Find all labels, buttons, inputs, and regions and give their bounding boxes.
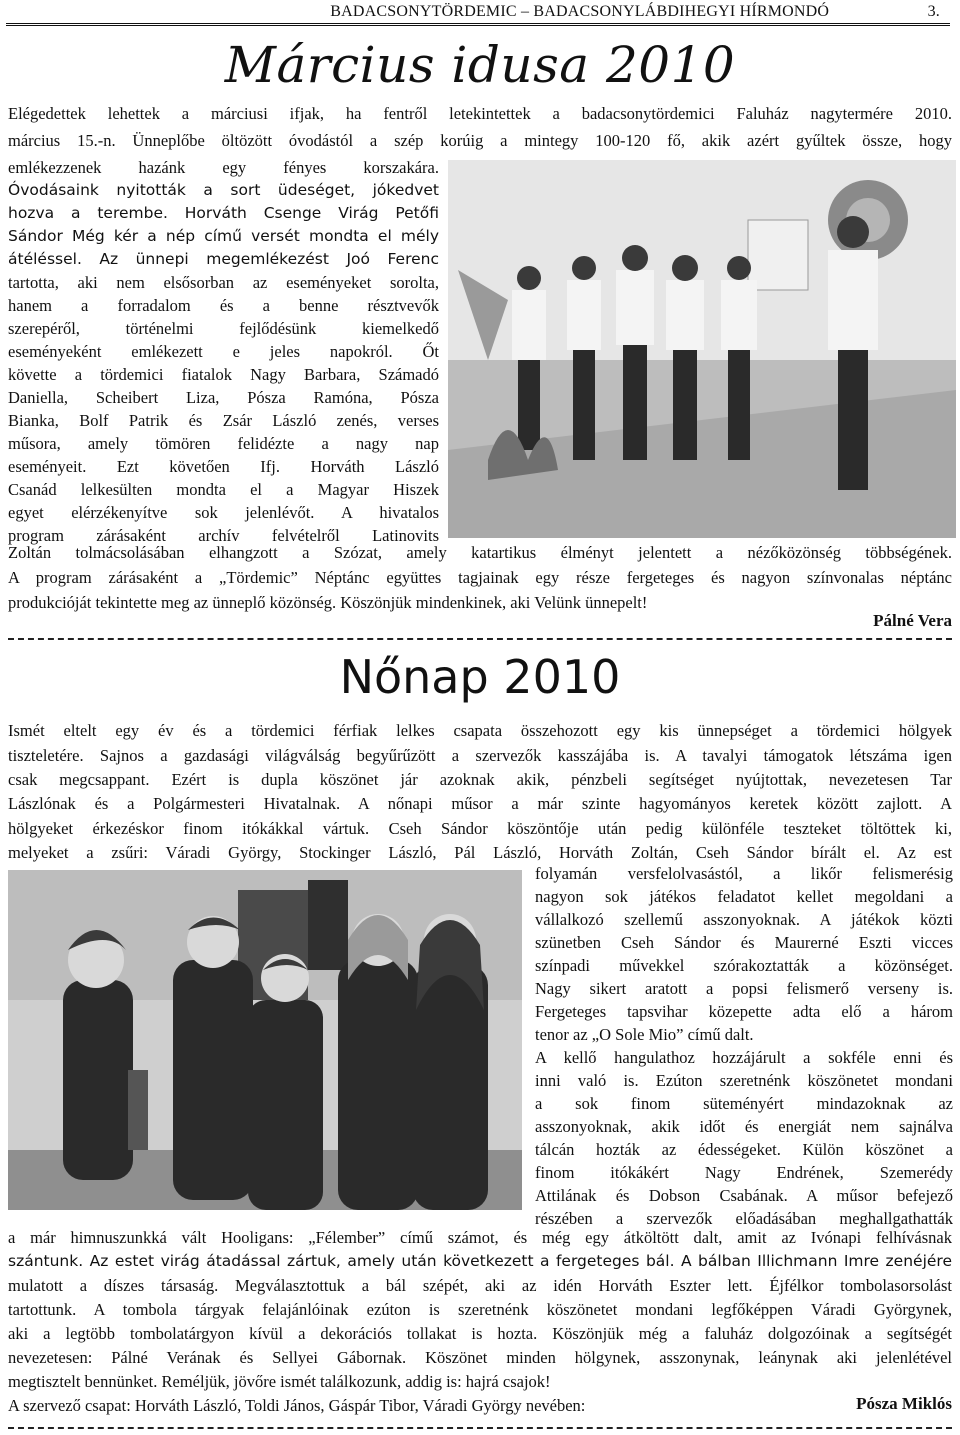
article2-after-line-5: aki a legtöbb tombolatárgyon kívül a dekorációs tollakat is hozta. Köszönjük még a faluház dolgozóinak a segítségét xyxy=(8,1324,952,1343)
article2-after-line-3: mulatott a díszes társaság. Megválasztottuk a bál szépét, aki az idén Horváth Eszter lett. Éjfélkor tombolasorsolást xyxy=(8,1276,952,1295)
article2-wrap-line: szünetben Cseh Sándor és Maurerné Eszti vicces xyxy=(535,933,953,952)
article2-wrap-line: folyamán versfelolvasástól, a likőr felismerésig xyxy=(535,864,953,883)
article1-wrap-line: átéléssel. Az ünnepi megemlékezést Joó Ferenc xyxy=(8,250,439,268)
article2-wrap-line: nagyon sok játékos feladatot kellet megoldani a xyxy=(535,887,953,906)
article2-wrap-line: tenor az „O Sole Mio” című dalt. xyxy=(535,1025,754,1044)
article1-wrap-line: szerepéről, történelmi fejlődésünk kiemelkedő xyxy=(8,319,439,338)
article1-wrap-line: Bianka, Bolf Patrik és Zsár László zenés, verses xyxy=(8,411,439,430)
article2-wrap-line: Attilának és Dobson Csabának. A műsor befejező xyxy=(535,1186,953,1205)
article1-wrap-line: tartotta, aki nem elsősorban az eseményeket sorolta, xyxy=(8,273,439,292)
article2-wrap-line: Fergeteges tapsvihar közepette adta elő a három xyxy=(535,1002,953,1021)
article2-after-line-6: nevezetesen: Pálné Verának és Sellyei Gábornak. Köszönet minden hölgynek, asszonynak, leánynak aki jelenlétével xyxy=(8,1348,952,1367)
article2-wrap-line: Nagy sikert aratott a popsi felismerő verseny is. xyxy=(535,979,953,998)
article2-wrap-line: vállalkozó szellemű asszonyoknak. A játékok közti xyxy=(535,910,953,929)
article-title-nonap: Nőnap 2010 xyxy=(339,650,621,704)
article1-wrap-line: Óvodásaink nyitották a sort üdeséget, jókedvet xyxy=(8,181,439,199)
article2-wrap-line: A kellő hangulathoz hozzájárult a sokféle enni és xyxy=(535,1048,953,1067)
article1-signature: Pálné Vera xyxy=(873,611,952,630)
article1-wrap-line: egyet elérzékenyítve sok jelenlévőt. A hivatalos xyxy=(8,503,439,522)
article1-wrap-line: Csanád lelkesülten mondta el a Magyar Hiszek xyxy=(8,480,439,499)
article2-after-line-7: megtisztelt bennünket. Reméljük, jövőre ismét találkozunk, addig is: hajrá csajok! xyxy=(8,1372,551,1391)
article1-wrap-line: Sándor Még kér a nép című versét mondta el mély xyxy=(8,227,439,245)
header-rule xyxy=(6,23,950,26)
article2-line-4: Lászlónak és a Polgármesteri Hivatalnak. A nőnapi műsor a már szinte hagyományos keretek között zajlott. A xyxy=(8,794,952,813)
article1-wrap-line: eseményeit. Ezt követően Ifj. Horváth László xyxy=(8,457,439,476)
article1-wrap-line: követte a tördemici fiatalok Nagy Barbara, Számadó xyxy=(8,365,439,384)
article2-line-3: csak megcsappant. Ezért is dupla köszönet jár azoknak akik, pénzbeli segítséget nyújtottak, nevezetesen Tar xyxy=(8,770,952,789)
article1-wrap-line: program zárásaként archív felvételről Latinovits xyxy=(8,526,439,545)
article1-wrap-line: hozva a terembe. Horváth Csenge Virág Petőfi xyxy=(8,204,439,222)
article1-wrap-line: eseményeként emlékezett e jeles napokról. Őt xyxy=(8,342,439,361)
article2-wrap-line: a sok finom süteményért mindazoknak az xyxy=(535,1094,953,1113)
article2-wrapped-text xyxy=(535,862,953,1230)
article2-wrap-line: tálcán hozták az édességeket. Külön köszönet a xyxy=(535,1140,953,1159)
article2-closing-line: A szervező csapat: Horváth László, Toldi János, Gáspár Tibor, Váradi György nevében: xyxy=(8,1396,586,1415)
article1-wrap-line: hanem a forradalom és a benne résztvevők xyxy=(8,296,439,315)
article2-signature: Pósza Miklós xyxy=(856,1394,952,1413)
newspaper-name: BADACSONYTÖRDEMIC – BADACSONYLÁBDIHEGYI HÍRMONDÓ xyxy=(330,3,830,20)
article2-wrap-line: színpadi művekkel szórakoztatták a közönséget. xyxy=(535,956,953,975)
page-header xyxy=(0,0,960,26)
photo-womens-day xyxy=(8,870,522,1210)
article2-line-6: melyeket a zsűri: Váradi György, Stockinger László, Pál László, Horváth Zoltán, Cseh Sándor bírált el. Az est xyxy=(8,843,952,862)
article2-line-2: tiszteletére. Sajnos a gazdasági világválság begyűrűzött a szervezők kasszájába is. A tavalyi támogatok létszáma igen xyxy=(8,746,952,765)
article2-after-line-4: tartottunk. A tombola tárgyak felajánlóinak ezúton is szeretnénk köszönetet mondani legfőképpen Váradi Györgynek, xyxy=(8,1300,952,1319)
article1-line-1: Elégedettek lehettek a márciusi ifjak, ha fentről letekintettek a badacsonytördemici Faluház nagytermére 2010. xyxy=(8,104,952,123)
article2-after-line-1: a már himnuszunkká vált Hooligans: „Félember” című számot, és még egy átköltött dalt, amit az Ivónapi felhívásnak xyxy=(8,1228,952,1247)
article1-wrap-line: Daniella, Scheibert Liza, Pósza Ramóna, Pósza xyxy=(8,388,439,407)
article2-after-line-2: szántunk. Az estet virág átadással zártuk, amely után következett a fergeteges bál. A bálban Illichmann Imre zenéjére xyxy=(8,1252,952,1270)
article1-after-line-3: produkcióját tekintette meg az ünneplő közönség. Köszönjük mindenkinek, aki Velünk ünnepelt! xyxy=(8,593,648,612)
article2-wrap-line: részében a szervezők előadásában meghallgathatták xyxy=(535,1209,953,1228)
article1-after-line-2: A program zárásaként a „Tördemic” Néptánc együttes tagjainak egy része fergeteges és nagyon színvonalas néptánc xyxy=(8,568,952,587)
article2-wrap-line: finom itókákért Nagy Endrének, Szemerédy xyxy=(535,1163,953,1182)
page-number: 3. xyxy=(927,3,940,20)
article2-line-5: hölgyeket érkezéskor finom itókákkal vártuk. Cseh Sándor köszöntője után pedig különféle teszteket töltöttek ki, xyxy=(8,819,952,838)
article2-wrap-line: asszonyoknak, akik időt és energiát nem sajnálva xyxy=(535,1117,953,1136)
article1-wrap-line: emlékezzenek hazánk egy fényes korszakára. xyxy=(8,158,439,177)
article1-wrap-line: műsora, amely tömören felidézte a nagy nap xyxy=(8,434,439,453)
article1-wrapped-text xyxy=(8,156,439,547)
article2-wrap-line: inni való is. Ezúton szeretnénk köszönetet mondani xyxy=(535,1071,953,1090)
header-text xyxy=(330,3,940,21)
article-title-marcius: Március idusa 2010 xyxy=(224,36,736,94)
footer-divider xyxy=(8,1427,952,1429)
article1-after-line-1: Zoltán tolmácsolásában elhangzott a Szózat, amely katartikus élményt jelentett a nézőközönség többségének. xyxy=(8,543,952,562)
article2-line-1: Ismét eltelt egy év és a tördemici férfiak lelkes csapata összehozott egy kis ünnepséget a tördemici hölgyek xyxy=(8,721,952,740)
article1-line-2: március 15.-n. Ünneplőbe öltözött óvodástól a szép korúig a mintegy 100-120 fő, akik azért gyűltek össze, hogy xyxy=(8,131,952,150)
section-divider xyxy=(8,638,952,640)
photo-commemoration xyxy=(448,160,956,538)
